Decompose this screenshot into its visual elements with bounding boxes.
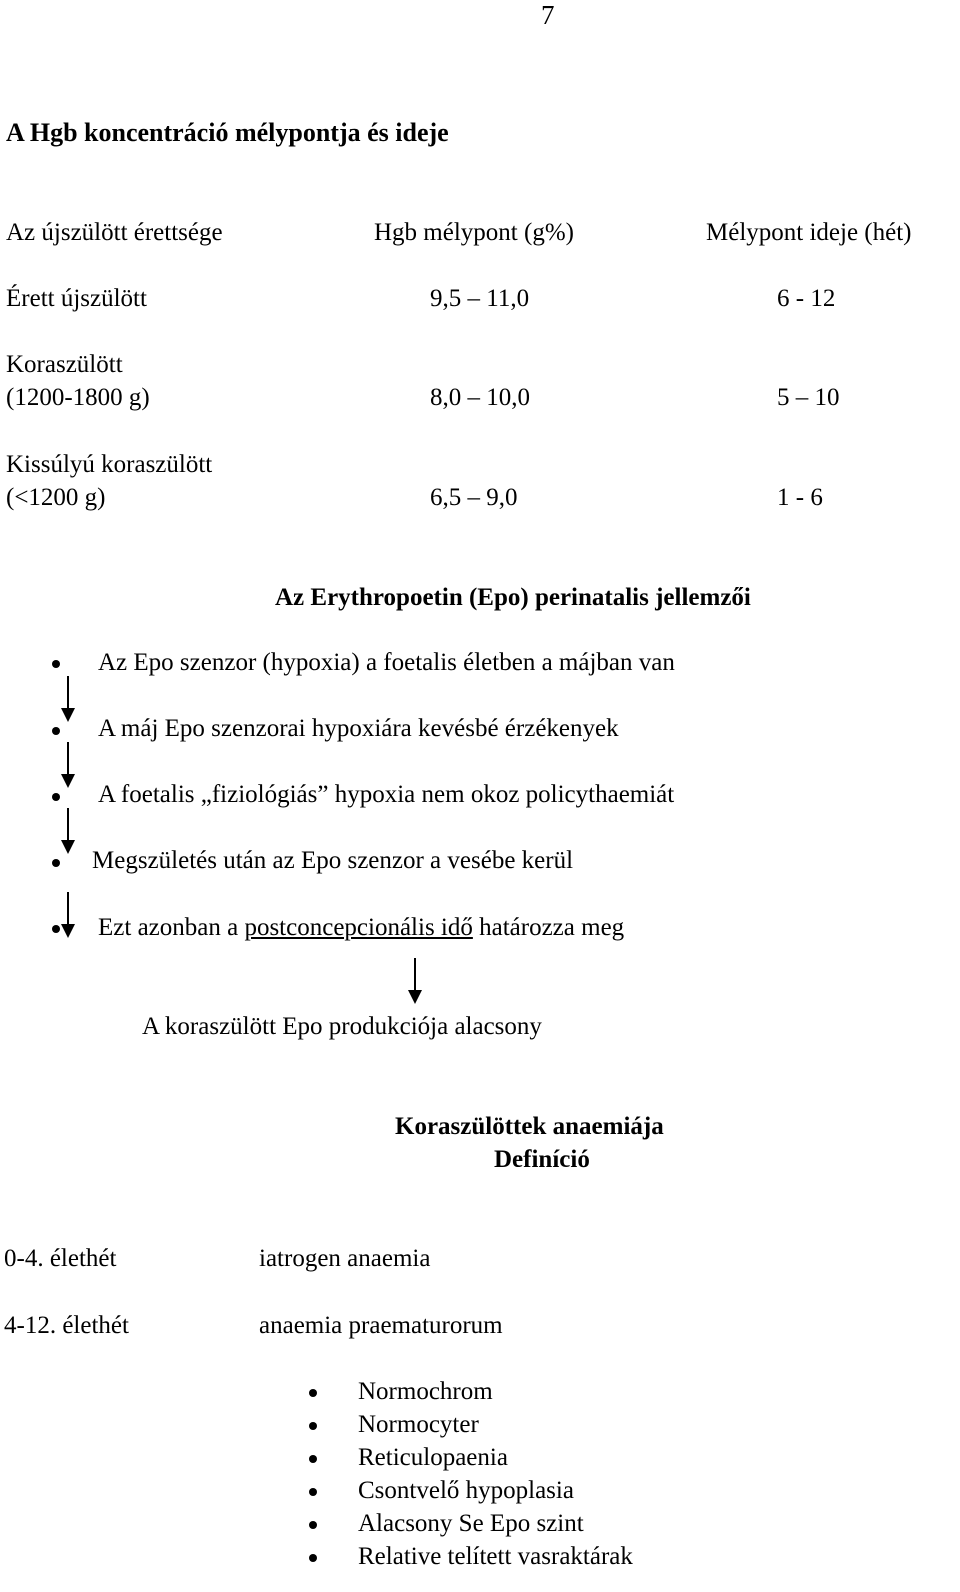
epo-item: Az Epo szenzor (hypoxia) a foetalis életben a májban van [98, 649, 675, 676]
feature-item: Normocyter [358, 1411, 479, 1438]
bullet-icon [52, 727, 60, 735]
table-row-maturity: Kissúlyú koraszülött [6, 451, 213, 478]
table-row-maturity: Koraszülött [6, 351, 123, 378]
epo-item-prefix: Ezt azonban a [98, 914, 245, 941]
epo-item: A máj Epo szenzorai hypoxiára kevésbé érzékenyek [98, 715, 619, 742]
down-arrow-icon [407, 958, 423, 1004]
hgb-section-title: A Hgb koncentráció mélypontja és ideje [6, 118, 449, 147]
anaemia-section-subtitle: Definíció [494, 1146, 590, 1173]
page-number: 7 [541, 0, 555, 30]
bullet-icon [52, 660, 60, 668]
bullet-icon [309, 1389, 317, 1397]
bullet-icon [309, 1521, 317, 1529]
bullet-icon [309, 1422, 317, 1430]
table-header-time: Mélypont ideje (hét) [706, 219, 912, 246]
epo-item: A foetalis „fiziológiás” hypoxia nem okoz policythaemiát [98, 781, 675, 808]
epo-item [98, 914, 624, 943]
table-row-time: 5 – 10 [777, 384, 840, 411]
table-header-hgb: Hgb mélypont (g%) [374, 219, 574, 246]
epo-item: Megszületés után az Epo szenzor a vesébe kerül [92, 847, 574, 874]
table-row-maturity-weight: (1200-1800 g) [6, 384, 150, 411]
epo-section-title: Az Erythropoetin (Epo) perinatalis jellemzői [275, 584, 751, 611]
down-arrow-icon [60, 676, 76, 722]
feature-item: Reticulopaenia [358, 1444, 508, 1471]
epo-conclusion: A koraszülött Epo produkciója alacsony [142, 1013, 542, 1040]
feature-item: Csontvelő hypoplasia [358, 1477, 574, 1504]
bullet-icon [52, 793, 60, 801]
bullet-icon [52, 925, 60, 933]
epo-item-suffix: határozza meg [472, 914, 625, 941]
table-row-maturity-weight: (<1200 g) [6, 484, 106, 511]
table-row-hgb: 6,5 – 9,0 [430, 484, 518, 511]
definition-period: 4-12. élethét [4, 1312, 129, 1339]
anaemia-section-title: Koraszülöttek anaemiája [395, 1113, 664, 1140]
table-row-hgb: 8,0 – 10,0 [430, 384, 530, 411]
feature-item: Normochrom [358, 1378, 493, 1405]
down-arrow-icon [60, 808, 76, 854]
feature-item: Alacsony Se Epo szint [358, 1510, 584, 1537]
definition-period: 0-4. élethét [4, 1245, 117, 1272]
table-row-time: 6 - 12 [777, 285, 836, 312]
table-row-hgb: 9,5 – 11,0 [430, 285, 530, 312]
table-header-maturity: Az újszülött érettsége [6, 219, 223, 246]
table-row-time: 1 - 6 [777, 484, 823, 511]
feature-item: Relative telített vasraktárak [358, 1543, 633, 1570]
bullet-icon [309, 1488, 317, 1496]
epo-item-underlined: postconcepcionális idő [244, 914, 473, 941]
down-arrow-icon [60, 742, 76, 788]
table-row-maturity: Érett újszülött [6, 285, 147, 312]
bullet-icon [309, 1554, 317, 1562]
bullet-icon [309, 1455, 317, 1463]
down-arrow-icon [60, 892, 76, 938]
definition-term: anaemia praematurorum [259, 1312, 503, 1339]
definition-term: iatrogen anaemia [259, 1245, 431, 1272]
bullet-icon [52, 859, 60, 867]
